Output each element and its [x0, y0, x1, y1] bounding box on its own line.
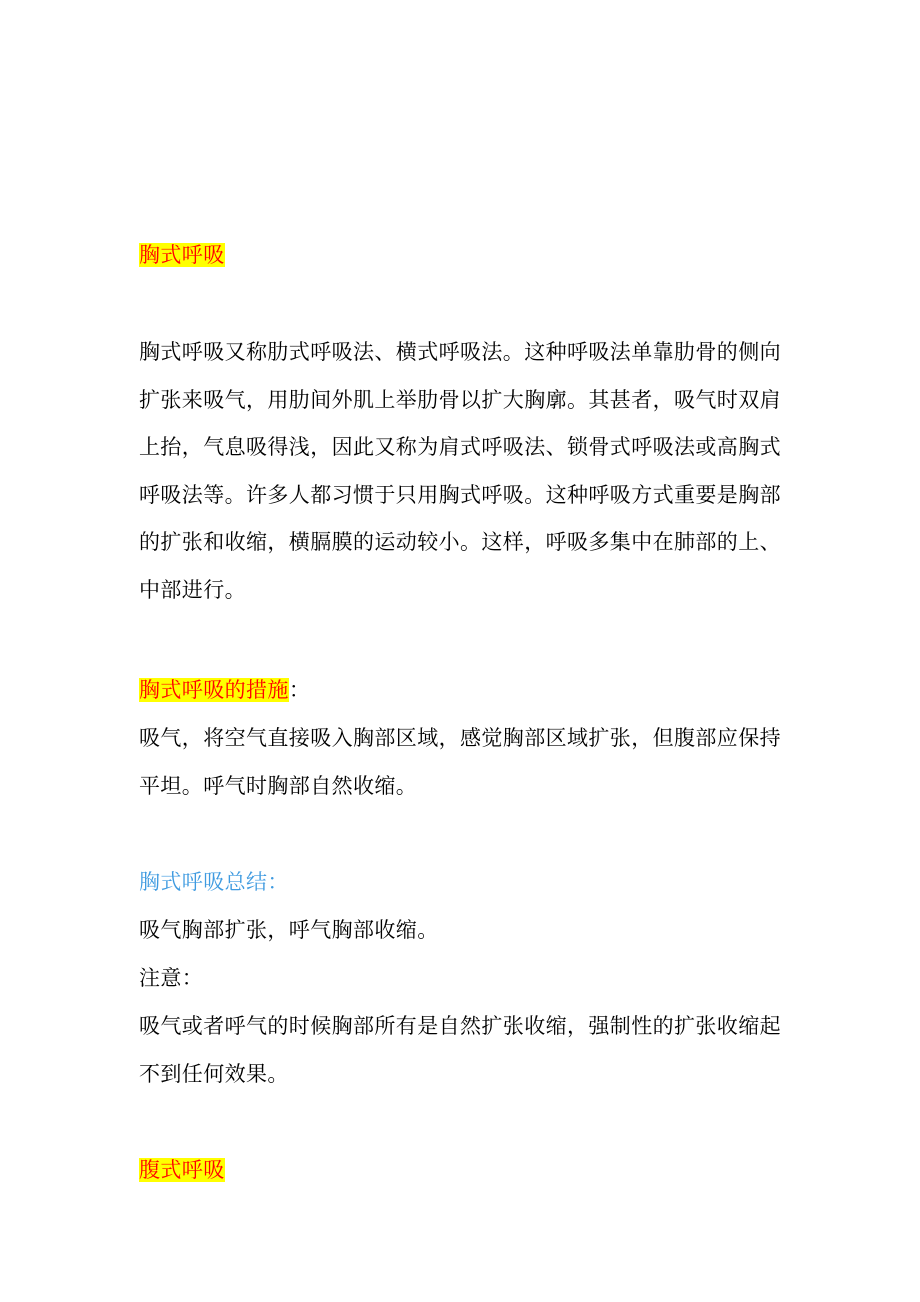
paragraph-line: 胸式呼吸又称肋式呼吸法、横式呼吸法。这种呼吸法单靠肋骨的侧向	[139, 340, 781, 364]
measures-heading	[139, 667, 789, 715]
note-paragraph	[139, 1003, 789, 1098]
paragraph-line: 吸气，将空气直接吸入胸部区域，感觉胸部区域扩张，但腹部应保持	[139, 726, 781, 750]
paragraph-line: 不到任何效果。	[139, 1061, 289, 1086]
note-label: 注意：	[139, 966, 204, 990]
highlighted-heading-text: 胸式呼吸的措施	[139, 678, 289, 702]
summary-text: 吸气胸部扩张，呼气胸部收缩。	[139, 918, 439, 942]
paragraph-line: 平坦。呼气时胸部自然收缩。	[139, 773, 418, 798]
summary-heading: 胸式呼吸总结：	[139, 870, 289, 894]
highlighted-heading-text: 腹式呼吸	[139, 1158, 225, 1182]
paragraph-line: 扩张来吸气，用肋间外肌上举肋骨以扩大胸廓。其甚者，吸气时双肩	[139, 387, 781, 412]
section-heading-abdominal-breathing	[139, 1147, 789, 1195]
paragraph-line: 上抬，气息吸得浅，因此又称为肩式呼吸法、锁骨式呼吸法或高胸式	[139, 435, 781, 459]
measures-paragraph	[139, 715, 789, 810]
paragraph-line: 呼吸法等。许多人都习惯于只用胸式呼吸。这种呼吸方式重要是胸部	[139, 482, 781, 507]
intro-paragraph	[139, 329, 789, 614]
section-heading-chest-breathing	[139, 232, 789, 280]
paragraph-line: 中部进行。	[139, 577, 246, 602]
heading-colon: ：	[288, 678, 311, 702]
paragraph-line: 吸气或者呼气的时候胸部所有是自然扩张收缩，强制性的扩张收缩起	[139, 1014, 781, 1038]
highlighted-heading-text: 胸式呼吸	[139, 243, 225, 267]
paragraph-line: 的扩张和收缩，横膈膜的运动较小。这样，呼吸多集中在肺部的上、	[139, 530, 781, 554]
